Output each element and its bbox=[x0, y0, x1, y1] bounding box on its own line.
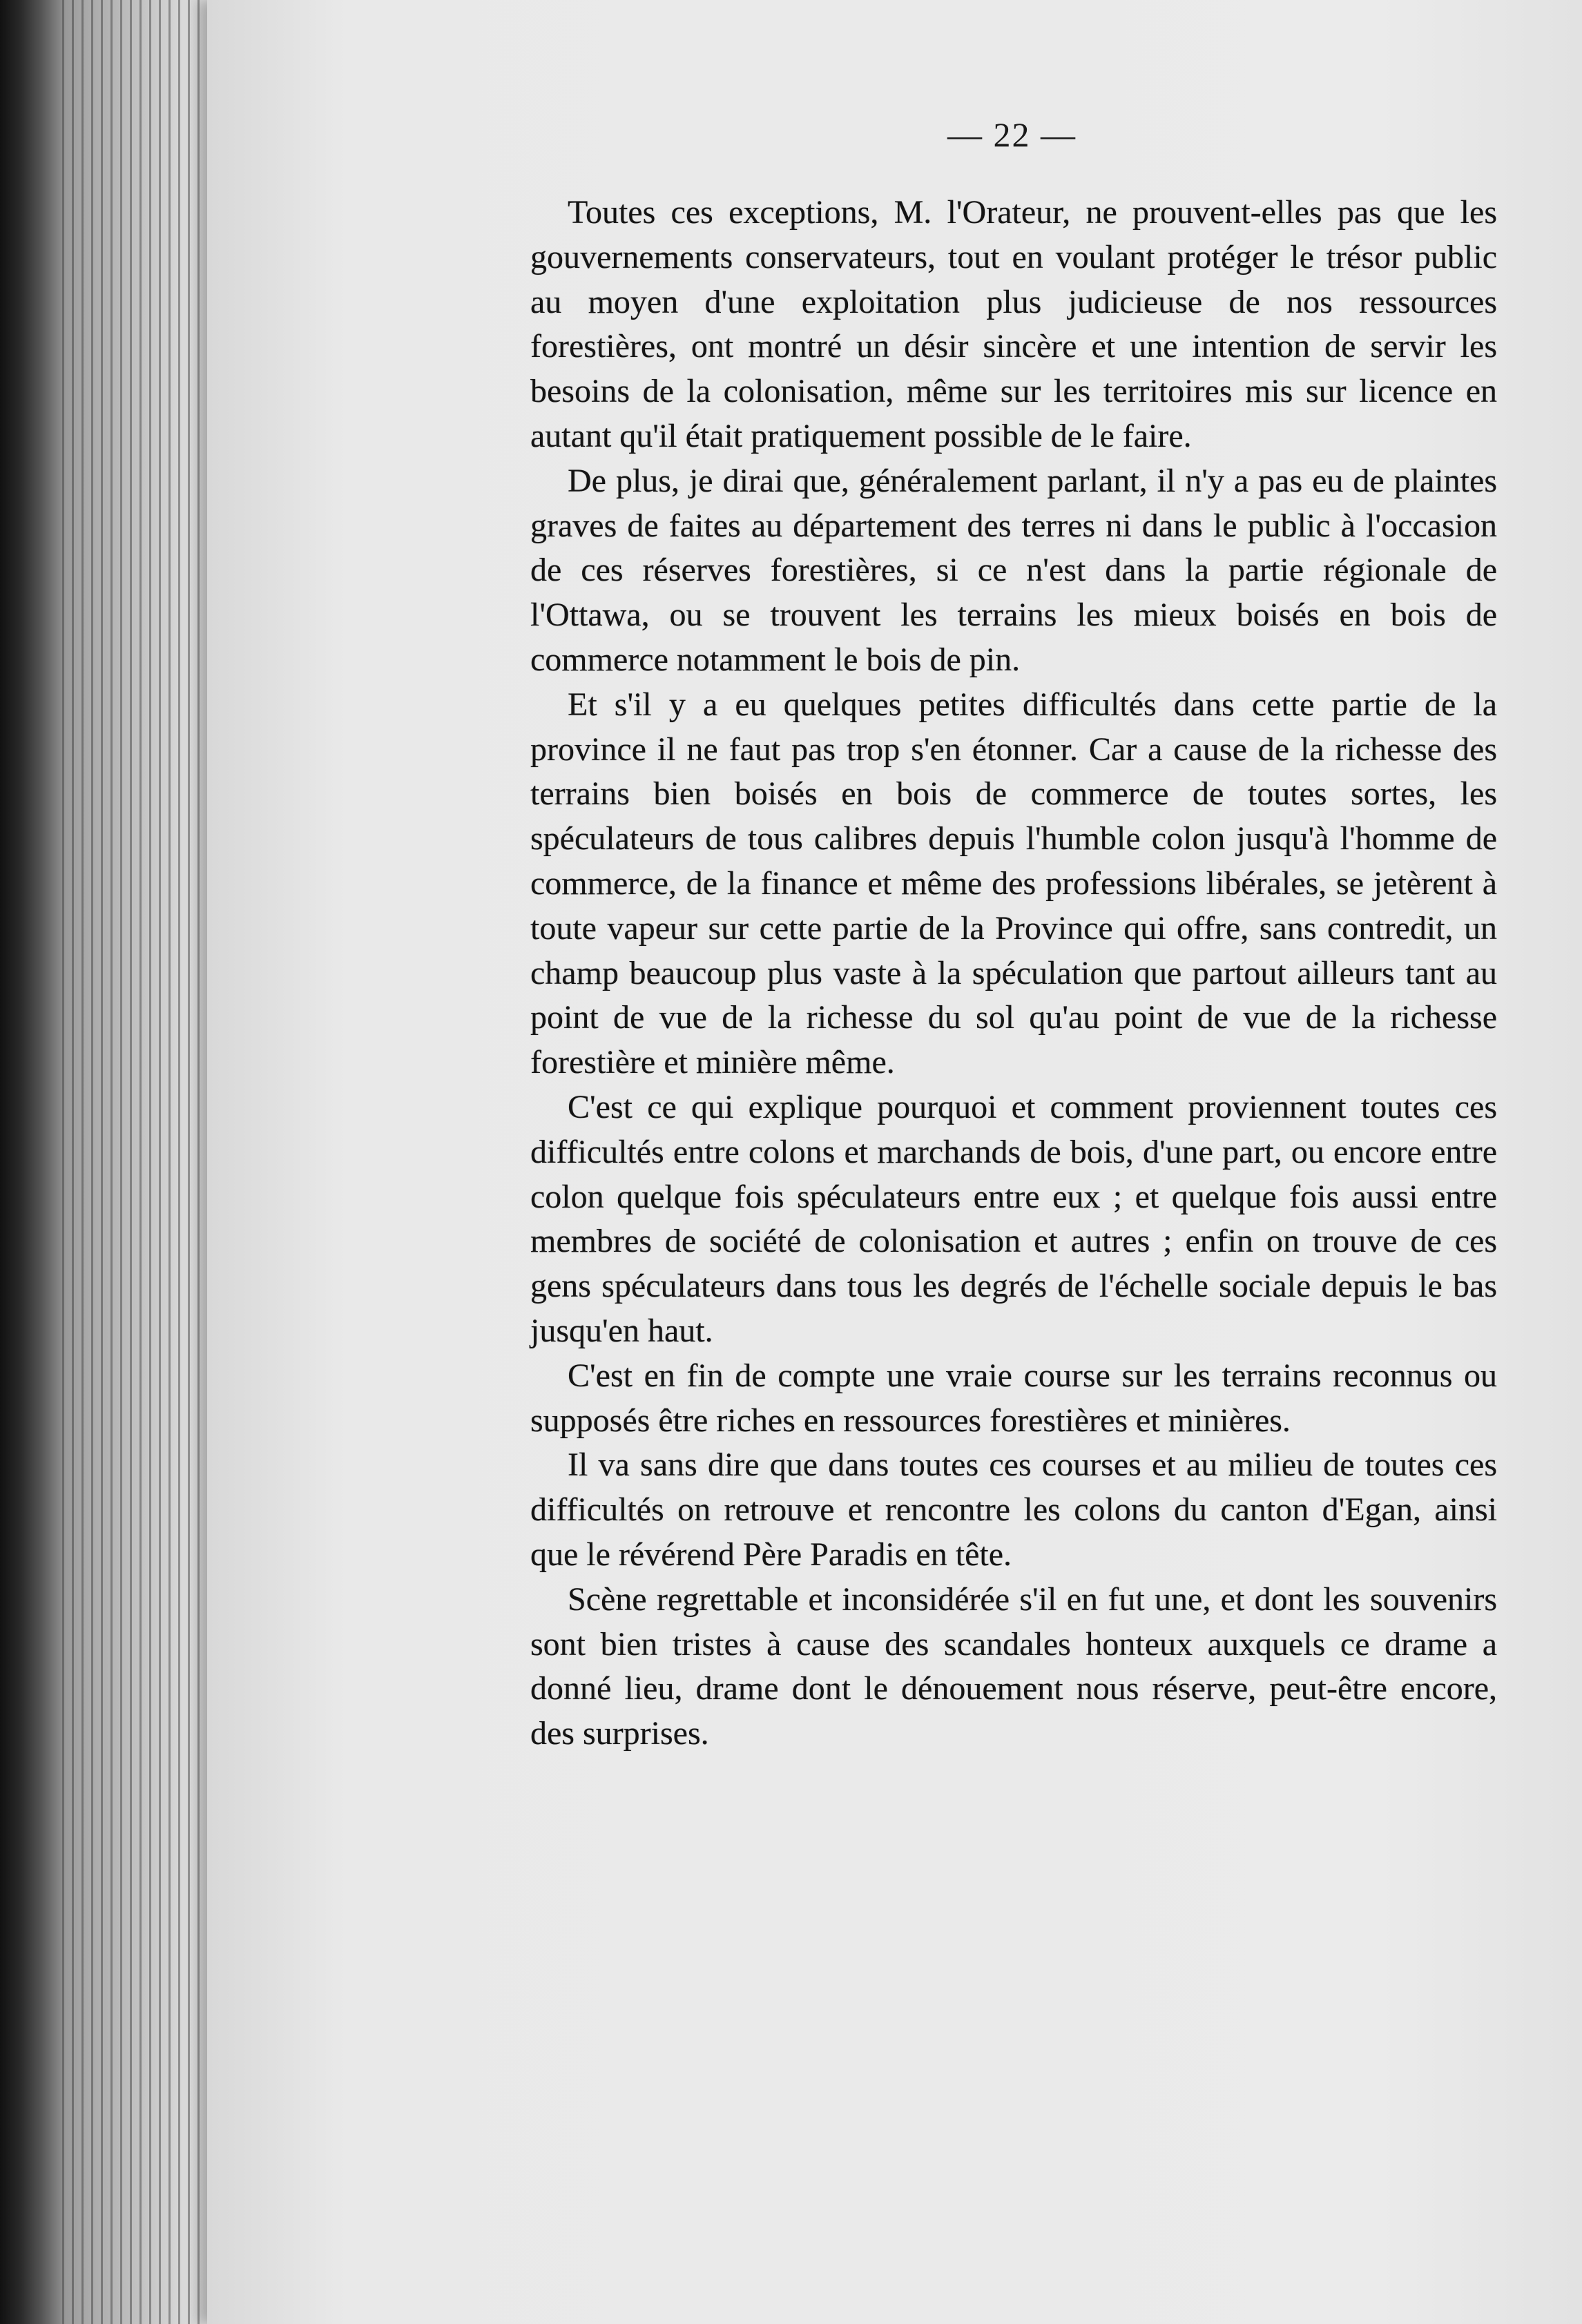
paragraph: De plus, je dirai que, généralement parlant, il n'y a pas eu de plaintes graves de faites au département des terres ni dans le public à l'occasion de ces réserves forestières, si ce n'est dans la partie régionale de l'Ottawa, ou se trouvent les terrains les mieux boisés en bois de commerce notamment le bois de pin. bbox=[530, 462, 1497, 678]
body-text bbox=[530, 191, 1497, 1756]
stacked-page-edges bbox=[62, 0, 221, 2324]
paragraph: C'est ce qui explique pourquoi et comment proviennent toutes ces difficultés entre colons et marchands de bois, d'une part, ou encore entre colon quelque fois spéculateurs entre eux ; et quelque fois aussi entre membres de société de colonisation et autres ; enfin on trouve de ces gens spéculateurs dans tous les degrés de l'échelle sociale depuis le bas jusqu'en haut. bbox=[530, 1088, 1497, 1349]
book-binding-edge bbox=[0, 0, 62, 2324]
paragraph: C'est en fin de compte une vraie course sur les terrains reconnus ou supposés être riches en ressources forestières et minières. bbox=[530, 1357, 1497, 1439]
page-number: — 22 — bbox=[947, 115, 1077, 154]
paragraph: Scène regrettable et inconsidérée s'il en fut une, et dont les souvenirs sont bien tristes à cause des scandales honteux auxquels ce drame a donné lieu, drame dont le dénouement nous réserve, peut-être encore, des surprises. bbox=[530, 1580, 1497, 1752]
paragraph: Et s'il y a eu quelques petites difficultés dans cette partie de la province il ne faut pas trop s'en étonner. Car a cause de la richesse des terrains bien boisés en bois de commerce de toutes sortes, les spéculateurs de tous calibres depuis l'humble colon jusqu'à l'homme de commerce, de la finance et même des professions libérales, se jetèrent à toute vapeur sur cette partie de la Province qui offre, sans contredit, un champ beaucoup plus vaste à la spéculation que partout ailleurs tant au point de vue de la richesse du sol qu'au point de vue de la richesse forestière et minière même. bbox=[530, 686, 1497, 1081]
paragraph: Toutes ces exceptions, M. l'Orateur, ne prouvent-elles pas que les gouvernements conservateurs, tout en voulant protéger le trésor public au moyen d'une exploitation plus judicieuse de nos ressources forestières, ont montré un désir sincère et une intention de servir les besoins de la colonisation, même sur les territoires mis sur licence en autant qu'il était pratiquement possible de le faire. bbox=[530, 194, 1497, 454]
paragraph: Il va sans dire que dans toutes ces courses et au milieu de toutes ces difficultés on retrouve et rencontre les colons du canton d'Egan, ainsi que le révérend Père Paradis en tête. bbox=[530, 1446, 1497, 1573]
